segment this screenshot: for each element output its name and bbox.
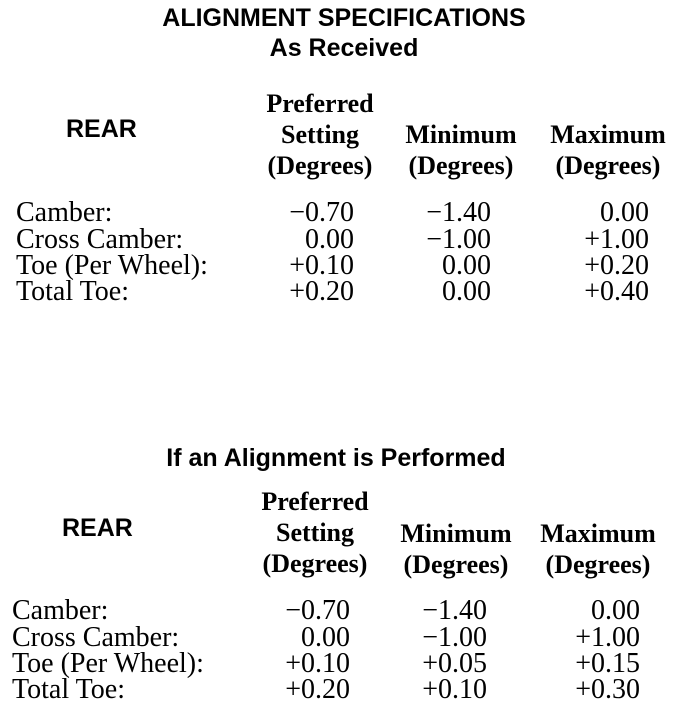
minimum-value: +0.10: [422, 674, 487, 705]
row-label: Toe (Per Wheel):: [12, 648, 204, 679]
minimum-value: +0.05: [422, 648, 487, 679]
maximum-value: +0.20: [584, 250, 649, 281]
preferred-value: −0.70: [285, 595, 350, 626]
maximum-value: +0.40: [584, 276, 649, 307]
row-label: Total Toe:: [16, 276, 129, 307]
section1-title: ALIGNMENT SPECIFICATIONS: [162, 4, 526, 32]
row-label: Total Toe:: [12, 674, 125, 705]
maximum-value: +1.00: [584, 224, 649, 255]
maximum-value: +1.00: [575, 622, 640, 653]
section2-col-minimum-header: Minimum (Degrees): [400, 519, 512, 579]
row-label: Camber:: [16, 197, 113, 228]
section1-col-maximum-header: Maximum (Degrees): [550, 120, 666, 180]
minimum-value: 0.00: [442, 250, 491, 281]
section2-col-maximum-header: Maximum (Degrees): [540, 519, 656, 579]
minimum-value: −1.00: [426, 224, 491, 255]
maximum-value: +0.30: [575, 674, 640, 705]
maximum-value: 0.00: [600, 197, 649, 228]
minimum-value: −1.40: [422, 595, 487, 626]
row-label: Cross Camber:: [16, 224, 184, 255]
section2-title: If an Alignment is Performed: [166, 444, 506, 472]
preferred-value: 0.00: [301, 622, 350, 653]
section2-col-preferred-header: Preferred Setting (Degrees): [261, 487, 369, 578]
maximum-value: 0.00: [591, 595, 640, 626]
preferred-value: +0.10: [285, 648, 350, 679]
row-label: Camber:: [12, 595, 109, 626]
preferred-value: +0.10: [289, 250, 354, 281]
preferred-value: 0.00: [305, 224, 354, 255]
minimum-value: 0.00: [442, 276, 491, 307]
preferred-value: +0.20: [289, 276, 354, 307]
preferred-value: −0.70: [289, 197, 354, 228]
section2-rear-label: REAR: [62, 514, 133, 542]
section1-subtitle: As Received: [269, 34, 419, 62]
section1-col-preferred-header: Preferred Setting (Degrees): [266, 89, 374, 180]
row-label: Toe (Per Wheel):: [16, 250, 208, 281]
row-label: Cross Camber:: [12, 622, 180, 653]
minimum-value: −1.40: [426, 197, 491, 228]
maximum-value: +0.15: [575, 648, 640, 679]
section1-col-minimum-header: Minimum (Degrees): [405, 120, 517, 180]
section1-rear-label: REAR: [66, 115, 137, 143]
preferred-value: +0.20: [285, 674, 350, 705]
minimum-value: −1.00: [422, 622, 487, 653]
